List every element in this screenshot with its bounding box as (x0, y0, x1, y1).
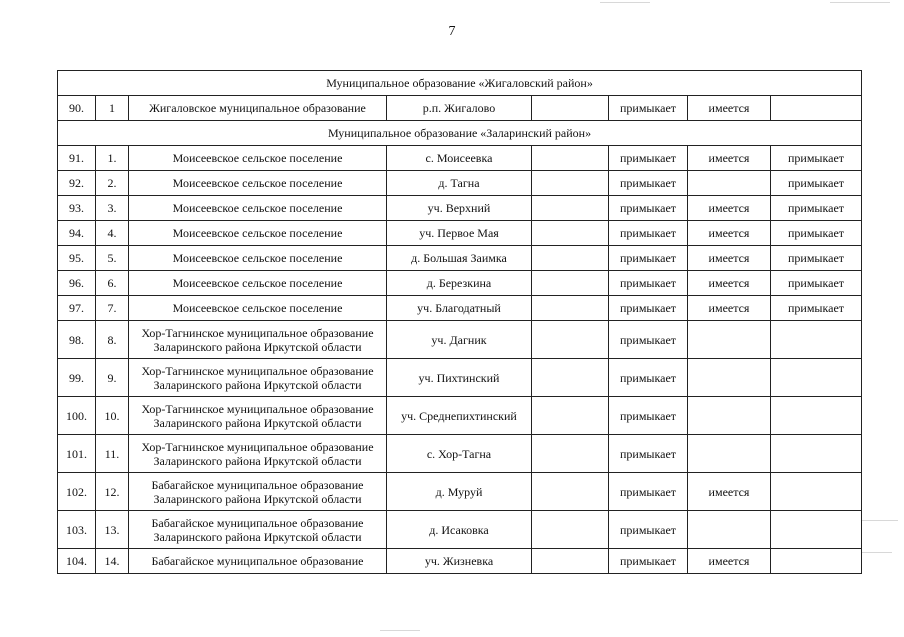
column5-cell (532, 397, 609, 435)
table-row (58, 296, 862, 321)
settlement-cell: с. Хор-Тагна (387, 435, 532, 473)
table-row (58, 196, 862, 221)
row-number-cell: 95. (58, 246, 96, 271)
column8-cell (771, 511, 862, 549)
organization-cell: Хор-Тагнинское муниципальное образование Заларинского района Иркутской области (129, 359, 387, 397)
scan-artifact (380, 630, 420, 631)
column6-cell: примыкает (609, 171, 688, 196)
organization-cell: Жигаловское муниципальное образование (129, 96, 387, 121)
settlement-cell: д. Березкина (387, 271, 532, 296)
column5-cell (532, 321, 609, 359)
sub-number-cell: 8. (96, 321, 129, 359)
column7-cell: имеется (688, 221, 771, 246)
sub-number-cell: 10. (96, 397, 129, 435)
column5-cell (532, 511, 609, 549)
settlement-cell: уч. Жизневка (387, 549, 532, 574)
column5-cell (532, 96, 609, 121)
row-number-cell: 91. (58, 146, 96, 171)
table-row (58, 246, 862, 271)
column5-cell (532, 473, 609, 511)
column5-cell (532, 171, 609, 196)
organization-cell: Бабагайское муниципальное образование (129, 549, 387, 574)
table-row (58, 271, 862, 296)
sub-number-cell: 2. (96, 171, 129, 196)
column8-cell (771, 321, 862, 359)
column7-cell: имеется (688, 146, 771, 171)
settlement-cell: уч. Среднепихтинский (387, 397, 532, 435)
column7-cell (688, 321, 771, 359)
column5-cell (532, 435, 609, 473)
row-number-cell: 94. (58, 221, 96, 246)
column6-cell: примыкает (609, 321, 688, 359)
settlement-cell: уч. Дагник (387, 321, 532, 359)
column6-cell: примыкает (609, 196, 688, 221)
column5-cell (532, 221, 609, 246)
row-number-cell: 98. (58, 321, 96, 359)
organization-cell: Бабагайское муниципальное образование Заларинского района Иркутской области (129, 511, 387, 549)
column6-cell: примыкает (609, 511, 688, 549)
table-row (58, 511, 862, 549)
organization-cell: Моисеевское сельское поселение (129, 196, 387, 221)
column7-cell (688, 397, 771, 435)
scan-artifact (862, 552, 892, 553)
column7-cell (688, 359, 771, 397)
page-number: 7 (448, 24, 456, 39)
settlement-cell: р.п. Жигалово (387, 96, 532, 121)
column7-cell (688, 511, 771, 549)
column8-cell: примыкает (771, 296, 862, 321)
column6-cell: примыкает (609, 435, 688, 473)
column6-cell: примыкает (609, 146, 688, 171)
sub-number-cell: 11. (96, 435, 129, 473)
organization-cell: Моисеевское сельское поселение (129, 146, 387, 171)
settlement-cell: д. Тагна (387, 171, 532, 196)
table-row (58, 359, 862, 397)
column8-cell: примыкает (771, 146, 862, 171)
settlement-cell: д. Исаковка (387, 511, 532, 549)
sub-number-cell: 3. (96, 196, 129, 221)
sub-number-cell: 1 (96, 96, 129, 121)
column7-cell: имеется (688, 246, 771, 271)
row-number-cell: 92. (58, 171, 96, 196)
column6-cell: примыкает (609, 96, 688, 121)
column8-cell (771, 96, 862, 121)
scan-artifact (862, 520, 898, 521)
column7-cell (688, 171, 771, 196)
organization-cell: Моисеевское сельское поселение (129, 296, 387, 321)
table-row (58, 321, 862, 359)
row-number-cell: 100. (58, 397, 96, 435)
column5-cell (532, 271, 609, 296)
column7-cell: имеется (688, 549, 771, 574)
sub-number-cell: 14. (96, 549, 129, 574)
column6-cell: примыкает (609, 221, 688, 246)
table-row (58, 549, 862, 574)
sub-number-cell: 9. (96, 359, 129, 397)
settlement-cell: уч. Благодатный (387, 296, 532, 321)
section-title: Муниципальное образование «Заларинский район» (58, 121, 862, 146)
organization-cell: Бабагайское муниципальное образование Заларинского района Иркутской области (129, 473, 387, 511)
table-row (58, 171, 862, 196)
organization-cell: Моисеевское сельское поселение (129, 171, 387, 196)
column7-cell: имеется (688, 473, 771, 511)
scan-artifact (830, 2, 890, 3)
column8-cell (771, 397, 862, 435)
column5-cell (532, 359, 609, 397)
row-number-cell: 103. (58, 511, 96, 549)
organization-cell: Хор-Тагнинское муниципальное образование Заларинского района Иркутской области (129, 321, 387, 359)
column6-cell: примыкает (609, 359, 688, 397)
settlement-cell: д. Муруй (387, 473, 532, 511)
row-number-cell: 90. (58, 96, 96, 121)
row-number-cell: 104. (58, 549, 96, 574)
column6-cell: примыкает (609, 473, 688, 511)
row-number-cell: 102. (58, 473, 96, 511)
table-row (58, 397, 862, 435)
section-header-row (58, 71, 862, 96)
column7-cell: имеется (688, 96, 771, 121)
column7-cell (688, 435, 771, 473)
sub-number-cell: 12. (96, 473, 129, 511)
column8-cell (771, 473, 862, 511)
column6-cell: примыкает (609, 549, 688, 574)
row-number-cell: 97. (58, 296, 96, 321)
column5-cell (532, 296, 609, 321)
column7-cell: имеется (688, 296, 771, 321)
table-row (58, 473, 862, 511)
scan-artifact (600, 2, 650, 3)
settlement-cell: с. Моисеевка (387, 146, 532, 171)
column8-cell: примыкает (771, 171, 862, 196)
column8-cell: примыкает (771, 196, 862, 221)
column7-cell: имеется (688, 196, 771, 221)
column5-cell (532, 549, 609, 574)
sub-number-cell: 7. (96, 296, 129, 321)
organization-cell: Моисеевское сельское поселение (129, 271, 387, 296)
settlement-cell: уч. Первое Мая (387, 221, 532, 246)
column6-cell: примыкает (609, 296, 688, 321)
column6-cell: примыкает (609, 246, 688, 271)
sub-number-cell: 4. (96, 221, 129, 246)
row-number-cell: 101. (58, 435, 96, 473)
table-row (58, 221, 862, 246)
section-title: Муниципальное образование «Жигаловский район» (58, 71, 862, 96)
row-number-cell: 93. (58, 196, 96, 221)
column8-cell: примыкает (771, 246, 862, 271)
table-row (58, 96, 862, 121)
section-header-row (58, 121, 862, 146)
organization-cell: Хор-Тагнинское муниципальное образование Заларинского района Иркутской области (129, 397, 387, 435)
sub-number-cell: 6. (96, 271, 129, 296)
column8-cell (771, 549, 862, 574)
column8-cell (771, 359, 862, 397)
settlements-table (57, 70, 862, 574)
column8-cell (771, 435, 862, 473)
table-row (58, 435, 862, 473)
row-number-cell: 99. (58, 359, 96, 397)
sub-number-cell: 5. (96, 246, 129, 271)
settlement-cell: д. Большая Заимка (387, 246, 532, 271)
column5-cell (532, 196, 609, 221)
organization-cell: Моисеевское сельское поселение (129, 221, 387, 246)
column8-cell: примыкает (771, 271, 862, 296)
row-number-cell: 96. (58, 271, 96, 296)
column6-cell: примыкает (609, 397, 688, 435)
sub-number-cell: 13. (96, 511, 129, 549)
table-row (58, 146, 862, 171)
settlement-cell: уч. Пихтинский (387, 359, 532, 397)
column7-cell: имеется (688, 271, 771, 296)
column5-cell (532, 146, 609, 171)
organization-cell: Моисеевское сельское поселение (129, 246, 387, 271)
organization-cell: Хор-Тагнинское муниципальное образование Заларинского района Иркутской области (129, 435, 387, 473)
column5-cell (532, 246, 609, 271)
sub-number-cell: 1. (96, 146, 129, 171)
settlement-cell: уч. Верхний (387, 196, 532, 221)
column6-cell: примыкает (609, 271, 688, 296)
column8-cell: примыкает (771, 221, 862, 246)
